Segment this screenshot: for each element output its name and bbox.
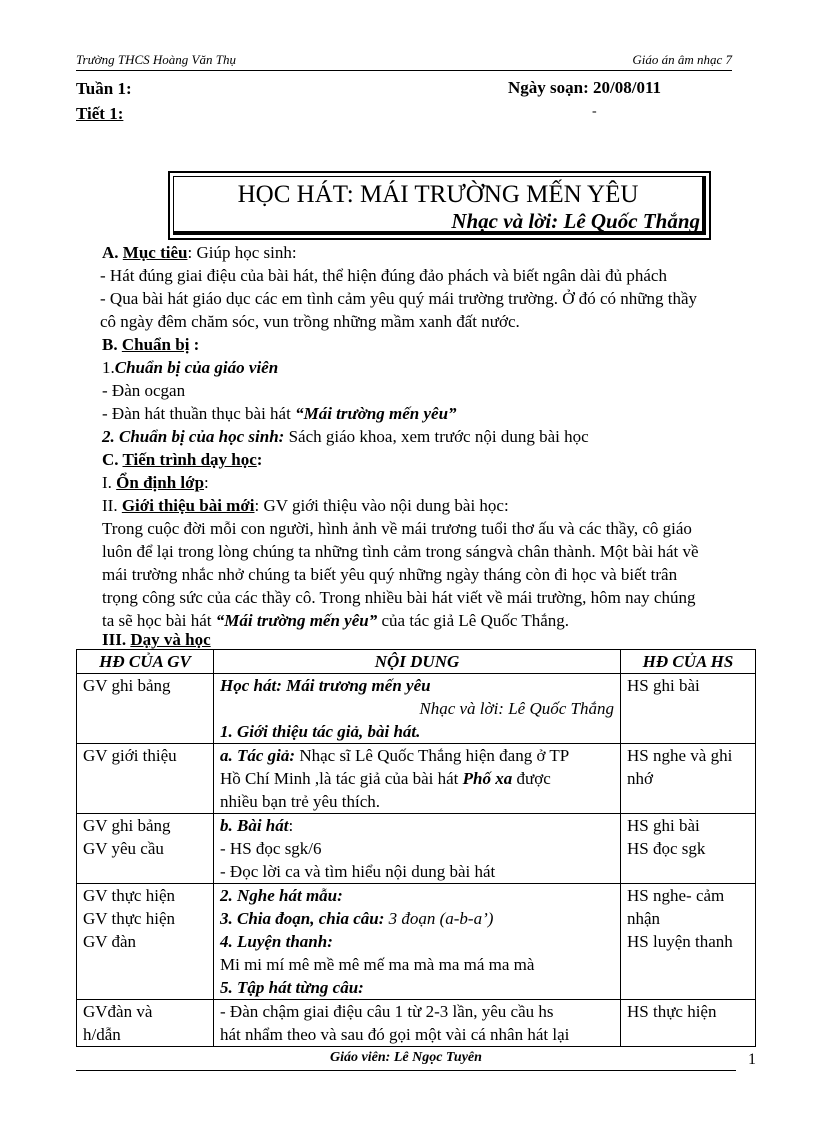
section-a-heading: A. Mục tiêu: Giúp học sinh: [102,243,297,262]
subject-name: Giáo án âm nhạc 7 [632,52,732,67]
teacher-prep-1: - Đàn ocgan [102,381,186,400]
teacher-cell: GV giới thiệu [77,744,214,814]
table-row [77,814,756,884]
content-cell: Học hát: Mái trương mến yêu Nhạc và lời: Lê Quốc Thắng 1. Giới thiệu tác giả, bài hát. [214,674,621,744]
teaching-table [76,649,756,1047]
student-cell: HS nghe và ghi nhớ [621,744,756,814]
table-row [77,884,756,1000]
content-cell: 2. Nghe hát mẫu: 3. Chia đoạn, chia câu: 3 đoạn (a-b-a’) 4. Luyện thanh: Mi mi mí mê mề mê mế ma mà ma má ma mà 5. Tập hát từng câu: [214,884,621,1000]
teacher-prep-2: - Đàn hát thuần thục bài hát “Mái trường mến yêu” [102,404,457,423]
table-row [77,674,756,744]
section-b-heading: B. Chuẩn bị : [102,335,200,354]
intro-paragraph-5: ta sẽ học bài hát “Mái trường mến yêu” của tác giả Lê Quốc Thắng. [102,611,570,630]
period-label: Tiết 1: [76,104,124,123]
teacher-cell: GV ghi bảng GV yêu cầu [77,814,214,884]
table-row [77,1000,756,1047]
week-label: Tuần 1: [76,79,132,98]
teacher-cell: GV ghi bảng [77,674,214,744]
prep-date: Ngày soạn: 20/08/011 [508,78,662,97]
section-c-heading: C. Tiến trình dạy học: [102,450,263,469]
lesson-title: HỌC HÁT: MÁI TRƯỜNG MẾN YÊU [237,181,639,208]
teacher-cell: GVđàn và h/dẫn [77,1000,214,1047]
teacher-prep-heading: 1.Chuẩn bị của giáo viên [102,358,279,377]
content-cell: b. Bài hát: - HS đọc sgk/6 - Đọc lời ca và tìm hiểu nội dung bài hát [214,814,621,884]
objective-2: - Qua bài hát giáo dục các em tình cảm yêu quý mái trường trường. Ở đó có những thầy [100,289,698,308]
col-content: NỘI DUNG [214,650,621,674]
dash-mark: - [592,104,597,119]
table-row [77,744,756,814]
intro-paragraph-2: luôn để lại trong lòng chúng ta những tình cảm trong sángvà chân thành. Một bài hát về [102,542,699,561]
student-prep: 2. Chuẩn bị của học sinh: Sách giáo khoa, xem trước nội dung bài học [102,427,589,446]
table-header-row [77,650,756,674]
student-cell: HS ghi bài [621,674,756,744]
school-name: Trường THCS Hoàng Văn Thụ [76,52,236,67]
page-footer: Giáo viên: Lê Ngọc Tuyên [76,1050,736,1071]
title-box [168,171,711,240]
new-lesson-intro: II. Giới thiệu bài mới: GV giới thiệu vào nội dung bài học: [102,496,509,515]
student-cell: HS ghi bài HS đọc sgk [621,814,756,884]
intro-paragraph-1: Trong cuộc đời mỗi con người, hình ảnh về mái trương tuổi thơ ấu và các thầy, cô giáo [102,519,692,538]
song-author: Nhạc và lời: Lê Quốc Thắng [451,209,700,233]
col-student-activity: HĐ CỦA HS [621,650,756,674]
page-header [76,50,732,71]
objective-2-cont: cô ngày đêm chăm sóc, vun trồng những mầm xanh đất nước. [100,312,520,331]
content-cell: a. Tác giả: Nhạc sĩ Lê Quốc Thắng hiện đang ở TP Hồ Chí Minh ,là tác giả của bài hát Phố xa được nhiều bạn trẻ yêu thích. [214,744,621,814]
student-cell: HS nghe- cảm nhận HS luyện thanh [621,884,756,1000]
content-cell: - Đàn chậm giai điệu câu 1 từ 2-3 lần, yêu cầu hs hát nhẩm theo và sau đó gọi một vài cá nhân hát lại [214,1000,621,1047]
student-cell: HS thực hiện [621,1000,756,1047]
class-stabilization: I. Ổn định lớp: [102,473,209,492]
intro-paragraph-4: trọng công sức của các thầy cô. Trong nhiều bài hát viết về mái trường, hôm nay chúng [102,588,696,607]
teacher-cell: GV thực hiện GV thực hiện GV đàn [77,884,214,1000]
objective-1: - Hát đúng giai điệu của bài hát, thể hiện đúng đảo phách và biết ngân dài đủ phách [100,266,667,285]
teaching-heading: III. Dạy và học [102,630,211,649]
intro-paragraph-3: mái trường nhắc nhở chúng ta biết yêu quý những ngày tháng còn đi học và biết trân [102,565,678,584]
col-teacher-activity: HĐ CỦA GV [77,650,214,674]
page-number: 1 [748,1051,756,1068]
